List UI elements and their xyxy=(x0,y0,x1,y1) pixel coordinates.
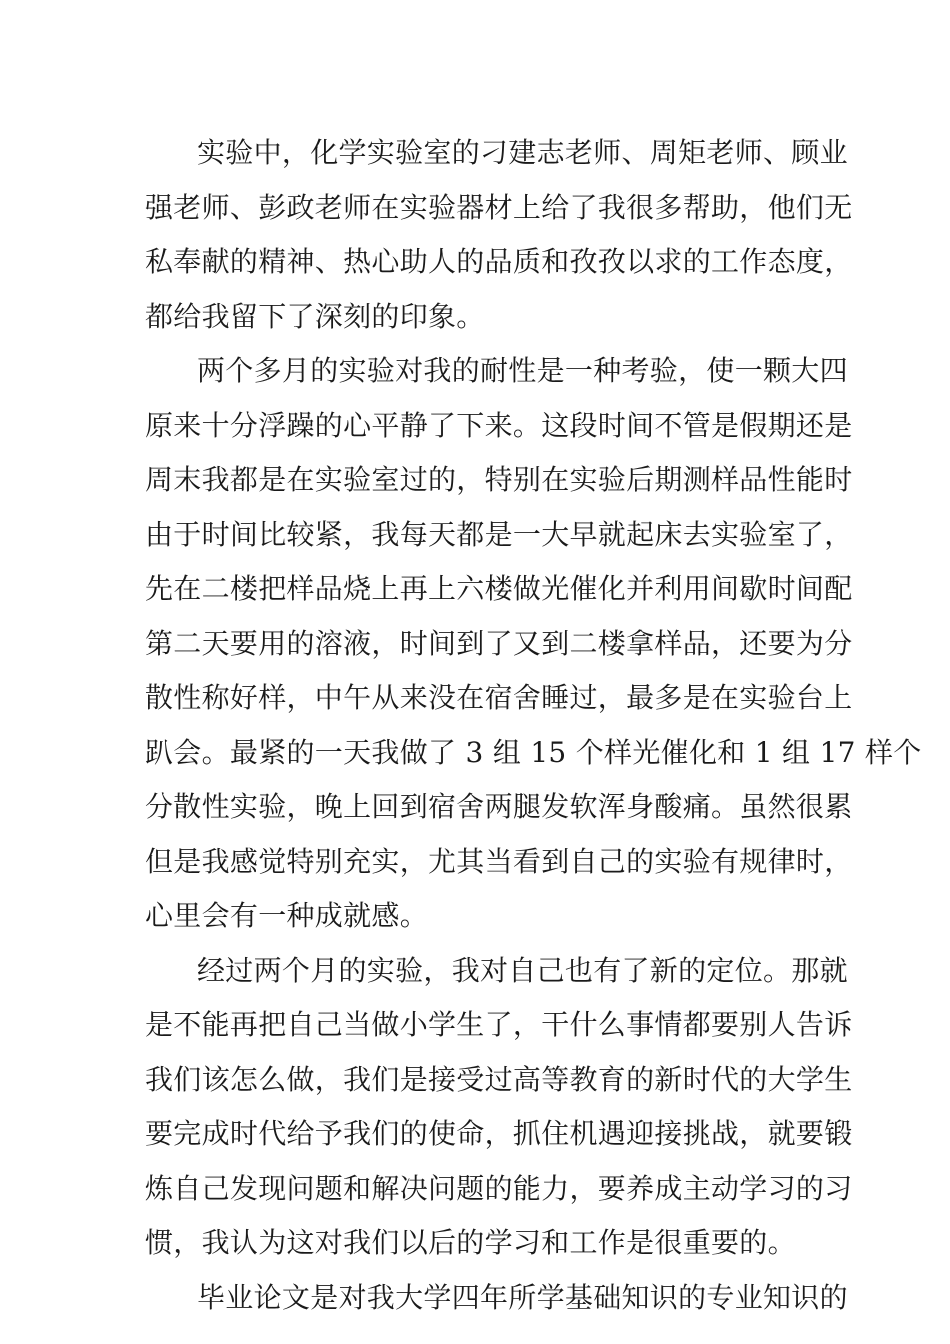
paragraph-3-line-2: 是不能再把自己当做小学生了，干什么事情都要别人告诉 xyxy=(145,1008,853,1041)
paragraph-4-line-1: 毕业论文是对我大学四年所学基础知识的专业知识的 xyxy=(197,1280,848,1314)
paragraph-1-line-1: 实验中，化学实验室的刁建志老师、周矩老师、顾业 xyxy=(197,136,848,169)
paragraph-3-line-1: 经过两个月的实验，我对自己也有了新的定位。那就 xyxy=(197,953,848,987)
paragraph-2-line-6: 第二天要用的溶液，时间到了又到二楼拿样品，还要为分 xyxy=(145,626,853,660)
paragraph-3-line-5: 炼自己发现问题和解决问题的能力，要养成主动学习的习 xyxy=(145,1171,853,1205)
paragraph-3-line-3: 我们该怎么做，我们是接受过高等教育的新时代的大学生 xyxy=(145,1062,853,1096)
paragraph-2-line-9: 分散性实验，晚上回到宿舍两腿发软浑身酸痛。虽然很累 xyxy=(145,790,853,823)
paragraph-3-line-4: 要完成时代给予我们的使命，抓住机遇迎接挑战，就要锻 xyxy=(145,1117,853,1150)
paragraph-2-line-11: 心里会有一种成就感。 xyxy=(145,899,429,932)
paragraph-1-line-4: 都给我留下了深刻的印象。 xyxy=(145,299,485,333)
body-text xyxy=(145,126,922,1325)
paragraph-2-line-1: 两个多月的实验对我的耐性是一种考验，使一颗大四 xyxy=(197,354,848,387)
paragraph-2-line-5: 先在二楼把样品烧上再上六楼做光催化并利用间歇时间配 xyxy=(145,572,853,605)
paragraph-2-line-4: 由于时间比较紧，我每天都是一大早就起床去实验室了， xyxy=(145,517,853,551)
paragraph-1-line-3: 私奉献的精神、热心助人的品质和孜孜以求的工作态度， xyxy=(145,245,853,278)
paragraph-3-line-6: 惯，我认为这对我们以后的学习和工作是很重要的。 xyxy=(145,1226,796,1259)
paragraph-2-line-10: 但是我感觉特别充实，尤其当看到自己的实验有规律时， xyxy=(145,844,853,878)
paragraph-1-line-2: 强老师、彭政老师在实验器材上给了我很多帮助，他们无 xyxy=(145,190,853,224)
paragraph-2-line-8: 趴会。最紧的一天我做了 3 组 15 个样光催化和 1 组 17 样个 xyxy=(145,735,922,769)
paragraph-2-line-7: 散性称好样，中午从来没在宿舍睡过，最多是在实验台上 xyxy=(145,681,853,714)
paragraph-2-line-2: 原来十分浮躁的心平静了下来。这段时间不管是假期还是 xyxy=(145,408,853,442)
paragraph-2-line-3: 周末我都是在实验室过的，特别在实验后期测样品性能时 xyxy=(145,463,853,496)
